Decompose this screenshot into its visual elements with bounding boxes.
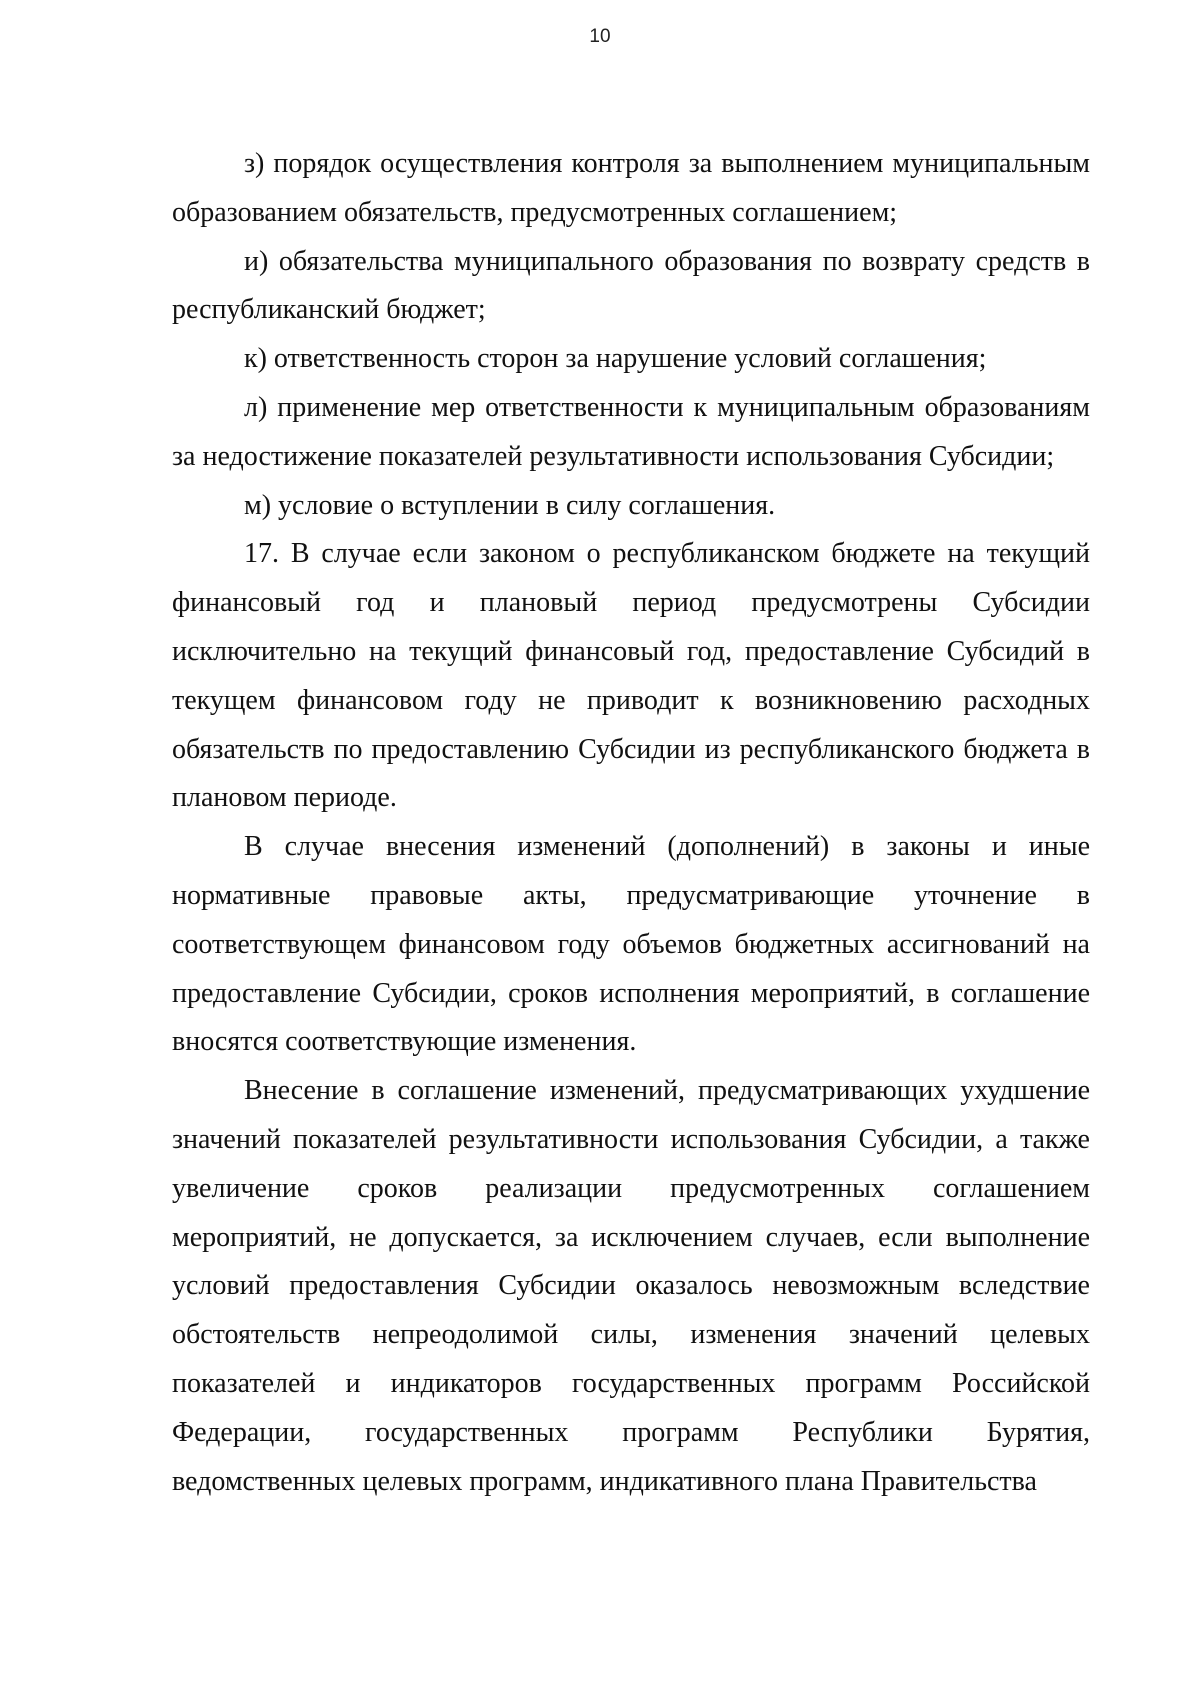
paragraph-item-m: м) условие о вступлении в силу соглашения. xyxy=(244,489,776,521)
paragraph-item-k: к) ответственность сторон за нарушение условий соглашения; xyxy=(244,343,987,375)
paragraph-amendments: В случае внесения изменений (дополнений) в законы и иные нормативные правовые акты, предусматривающие уточнение в соответствующем финансовом году объемов бюджетных ассигнований на предоставление Субсидии, сроков исполнения мероприятий, в соглашение вносятся соответствующие изменения. xyxy=(172,831,1090,1058)
paragraph-item-z: з) порядок осуществления контроля за выполнением муниципальным образованием обязательств, предусмотренных соглашением; xyxy=(172,148,1090,228)
page-number: 10 xyxy=(589,26,611,47)
paragraph-item-i: и) обязательства муниципального образования по возврату средств в республиканский бюджет; xyxy=(172,245,1090,326)
document-body xyxy=(172,140,1090,1506)
paragraph-item-l: л) применение мер ответственности к муниципальным образованиям за недостижение показателей результативности использования Субсидии; xyxy=(172,391,1090,472)
paragraph-agreement-changes: Внесение в соглашение изменений, предусматривающих ухудшение значений показателей результативности использования Субсидии, а также увеличение сроков реализации предусмотренных соглашением мероприятий, не допускается, за исключением случаев, если выполнение условий предоставления Субсидии оказалось невозможным вследствие обстоятельств непреодолимой силы, изменения значений целевых показателей и индикаторов государственных программ Российской Федерации, государственных программ Республики Бурятия, ведомственных целевых программ, индикативного плана Правительства xyxy=(172,1075,1090,1497)
paragraph-clause-17: 17. В случае если законом о республиканском бюджете на текущий финансовый год и плановый период предусмотрены Субсидии исключительно на текущий финансовый год, предоставление Субсидий в текущем финансовом году не приводит к возникновению расходных обязательств по предоставлению Субсидии из республиканского бюджета в плановом периоде. xyxy=(172,538,1090,814)
